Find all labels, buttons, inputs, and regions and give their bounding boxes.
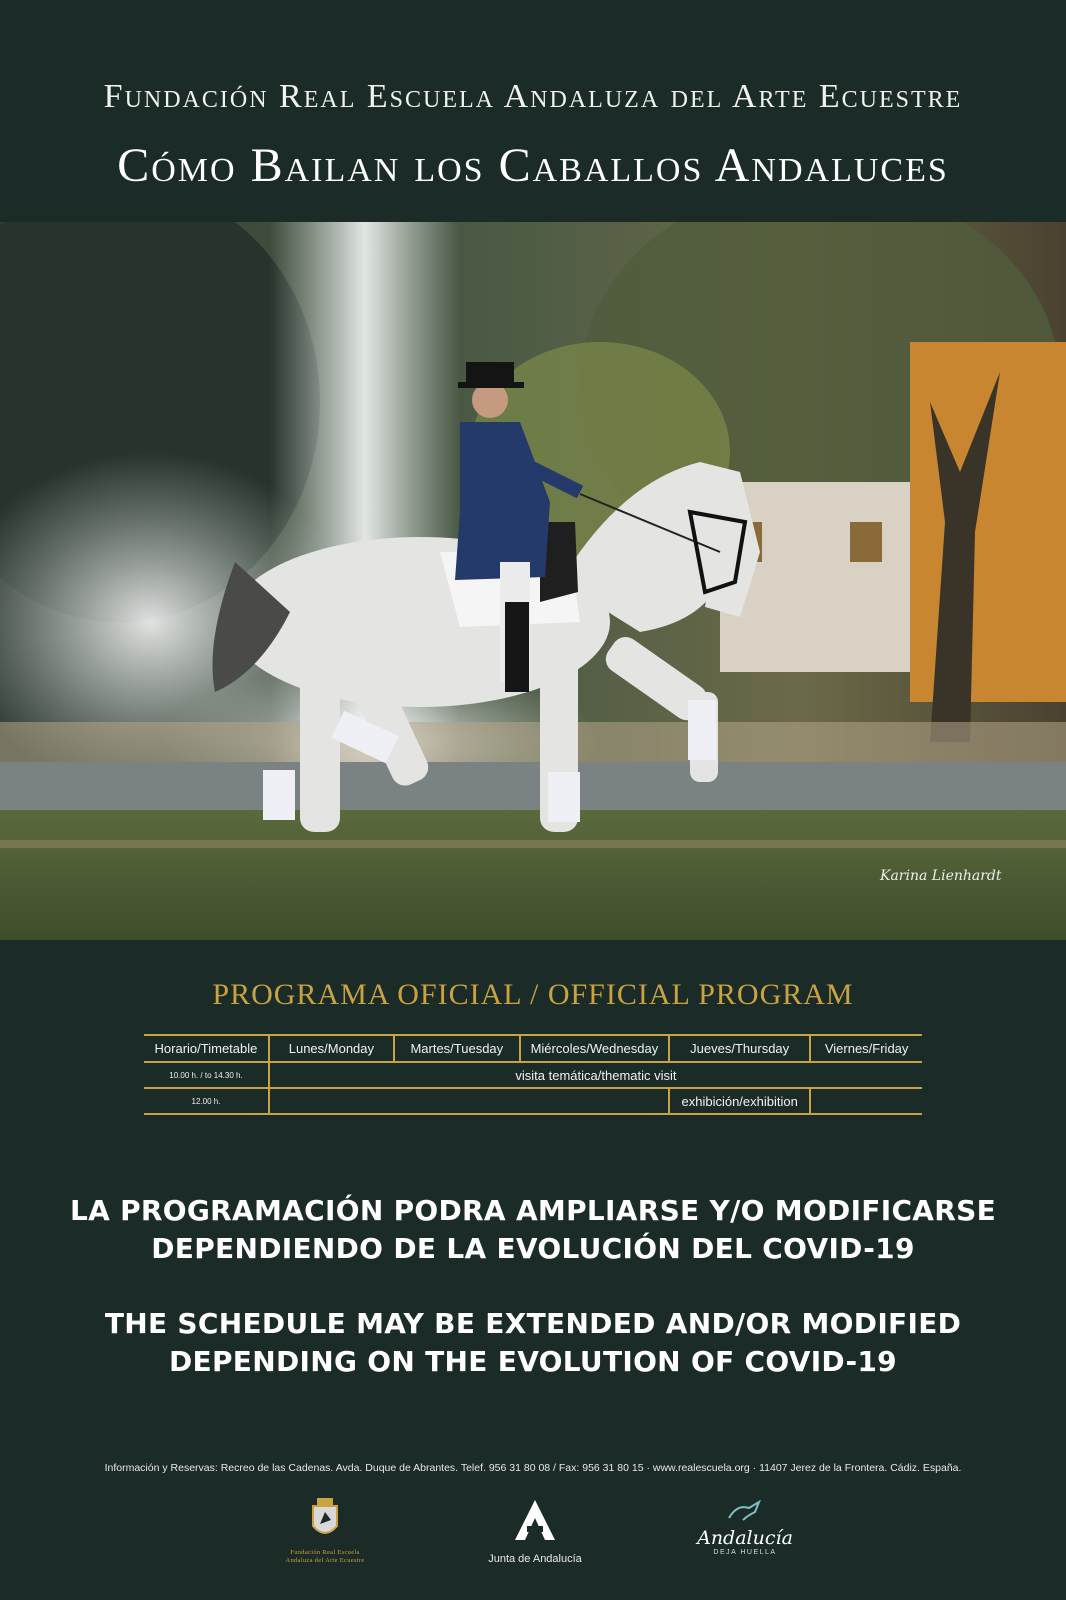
column-header: Viernes/Friday [810,1035,922,1062]
activity-cell: exhibición/exhibition [669,1088,810,1114]
organization-name: Fundación Real Escuela Andaluza del Arte Ecuestre [103,78,963,115]
contact-info: Información y Reservas: Recreo de las Cadenas. Avda. Duque de Abrantes. Telef. 956 31 80 08 / Fax: 956 31 80 15 · www.realescuela.org · 11407 Jerez de la Frontera. Cádiz. España. [104,1462,962,1474]
empty-cell [269,1088,669,1114]
table-header-row [144,1035,922,1062]
andalucia-logo [690,1500,800,1556]
junta-name: Junta de Andalucía [488,1553,582,1565]
column-header: Horario/Timetable [144,1035,269,1062]
page-title: Cómo Bailan los Caballos Andaluces [117,139,949,192]
table-row [144,1062,922,1088]
empty-cell [810,1088,922,1114]
notice-line: DEPENDIENDO DE LA EVOLUCIÓN DEL COVID-19 [151,1232,915,1265]
time-cell: 12.00 h. [144,1088,269,1114]
junta-logo [470,1496,600,1565]
column-header: Lunes/Monday [269,1035,394,1062]
activity-cell: visita temática/thematic visit [269,1062,922,1088]
notice-line: THE SCHEDULE MAY BE EXTENDED AND/OR MODIFIED [104,1307,962,1340]
time-cell: 10.00 h. / to 14.30 h. [144,1062,269,1088]
fundacion-logo [270,1496,380,1565]
table-row [144,1088,922,1114]
junta-a-icon [511,1496,559,1544]
notice-line: LA PROGRAMACIÓN PODRA AMPLIARSE Y/O MODIFICARSE [69,1194,997,1227]
andalucia-name: Andalucía [697,1527,793,1549]
fundacion-name: Fundación Real Escuela [290,1549,360,1556]
crest-icon [305,1496,345,1544]
andalucia-slogan: DEJA HUELLA [713,1549,777,1556]
photographer-signature: Karina Lienhardt [880,868,1002,884]
horse-silhouette-icon [725,1500,765,1522]
column-header: Martes/Tuesday [394,1035,520,1062]
header-band [0,0,1066,222]
schedule-table [144,1034,922,1115]
column-header: Miércoles/Wednesday [520,1035,669,1062]
program-title: PROGRAMA OFICIAL / OFFICIAL PROGRAM [212,978,854,1011]
hero-photo [0,222,1066,940]
fundacion-name: Andaluza del Arte Ecuestre [285,1557,365,1564]
notice-spanish [0,1192,1066,1268]
notice-line: DEPENDING ON THE EVOLUTION OF COVID-19 [169,1345,897,1378]
column-header: Jueves/Thursday [669,1035,810,1062]
notice-english [0,1305,1066,1381]
